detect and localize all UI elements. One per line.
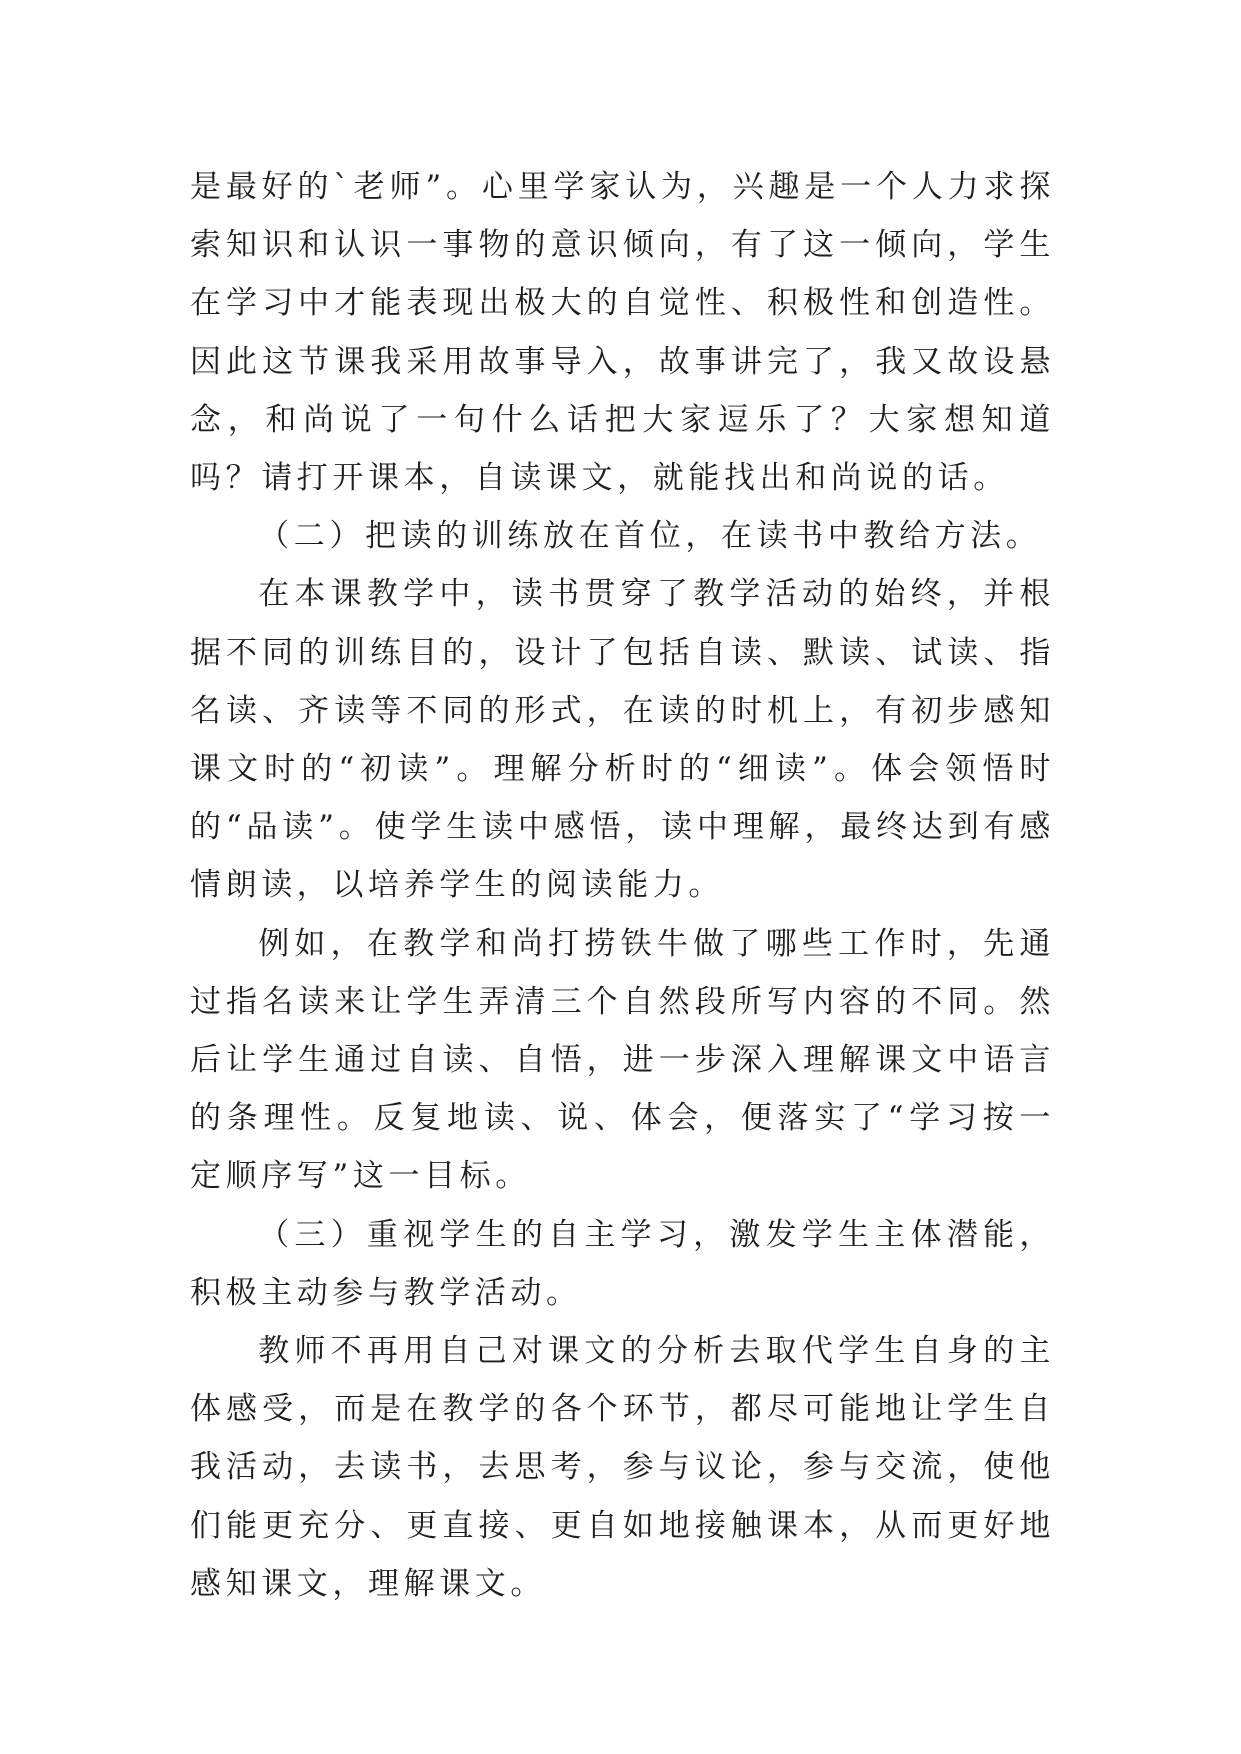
- body-text: [190, 158, 1055, 1613]
- section-heading-three: （三）重视学生的自主学习，激发学生主体潜能，积极主动参与教学活动。: [190, 1216, 1055, 1311]
- paragraph-student-autonomy: 教师不再用自己对课文的分析去取代学生自身的主体感受，而是在教学的各个环节，都尽可能地让学生自我活动，去读书，去思考，参与议论，参与交流，使他们能更充分、更直接、更自如地接触课本，从而更好地感知课文，理解课文。: [190, 1333, 1055, 1602]
- paragraph-reading-methods: 在本课教学中，读书贯穿了教学活动的始终，并根据不同的训练目的，设计了包括自读、默读、试读、指名读、齐读等不同的形式，在读的时机上，有初步感知课文时的“初读”。理解分析时的“细读”。体会领悟时的“品读”。使学生读中感悟，读中理解，最终达到有感情朗读，以培养学生的阅读能力。: [190, 576, 1055, 904]
- paragraph-example: 例如，在教学和尚打捞铁牛做了哪些工作时，先通过指名读来让学生弄清三个自然段所写内容的不同。然后让学生通过自读、自悟，进一步深入理解课文中语言的条理性。反复地读、说、体会，便落实了“学习按一定顺序写”这一目标。: [190, 925, 1055, 1195]
- paragraph-continuation: 是最好的`老师”。心里学家认为，兴趣是一个人力求探索知识和认识一事物的意识倾向，有了这一倾向，学生在学习中才能表现出极大的自觉性、积极性和创造性。因此这节课我采用故事导入，故事讲完了，我又故设悬念，和尚说了一句什么话把大家逗乐了？大家想知道吗？请打开课本，自读课文，就能找出和尚说的话。: [190, 169, 1055, 497]
- section-heading-two: （二）把读的训练放在首位，在读书中教给方法。: [258, 518, 1042, 555]
